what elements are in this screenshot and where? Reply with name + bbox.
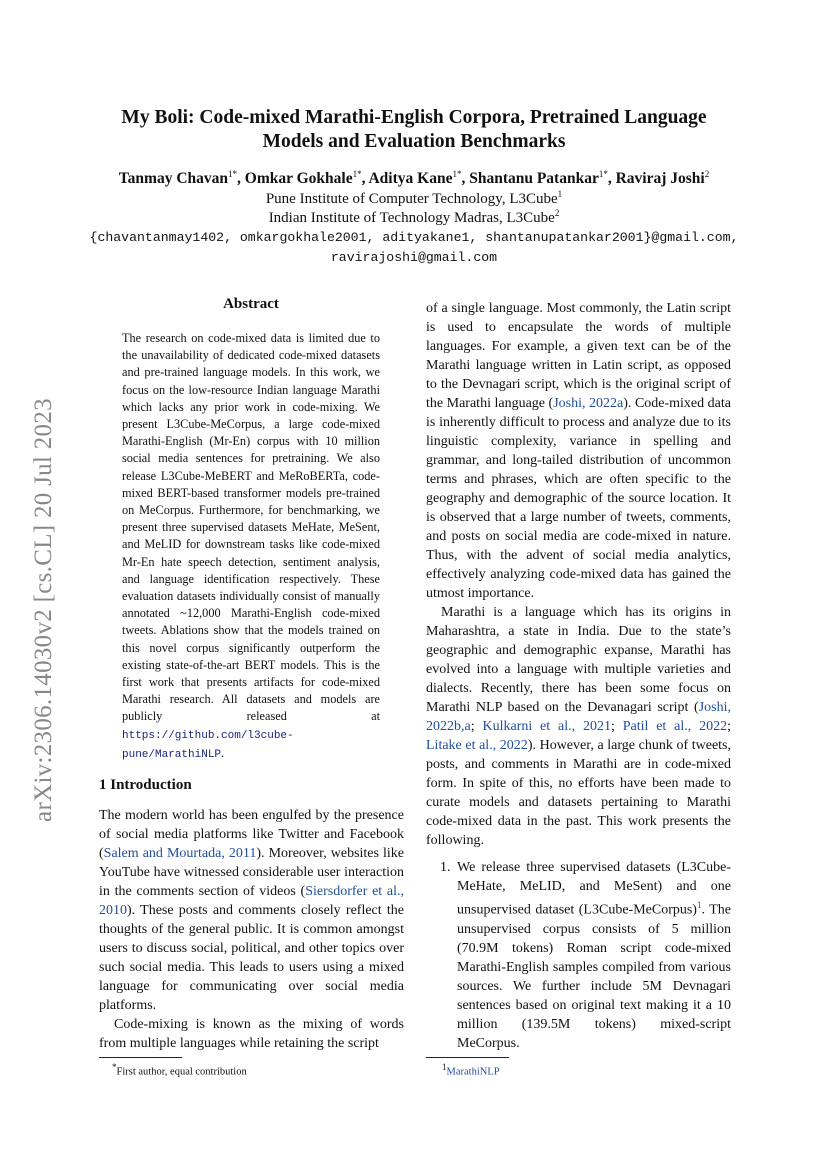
citation-link[interactable]: Litake et al., 2022	[426, 738, 528, 753]
emails-line-1: {chavantanmay1402, omkargokhale2001, adityakane1, shantanupatankar2001}@gmail.com,	[89, 230, 739, 245]
emails-line-2: ravirajoshi@gmail.com	[330, 250, 498, 265]
footnote-right: $^1$MarathiNLP	[442, 1062, 500, 1078]
citation-link[interactable]: Siersdorfer et al., 2010	[99, 884, 404, 918]
citation-link[interactable]: Joshi, 2022a	[553, 396, 624, 411]
right-column-text	[426, 299, 731, 850]
author: Tanmay Chavan$^{1*}$	[118, 169, 238, 188]
footnote-ref[interactable]: 1	[696, 900, 702, 910]
intro-paragraph-3: Marathi is a language which has its origins in Maharashtra, a state in India. Due to the state’s geographic and demographic expanse, Marathi has evolved into a language with multiple varieties and dialects. Recently, there has been some focus on Marathi NLP based on the Devanagari script (Joshi, 2022b,a; Kulkarni et al., 2021; Patil et al., 2022; Litake et al., 2022). However, a large chunk of tweets, posts, and comments in Marathi are in code-mixed form. In spite of this, no efforts have been made to curate models and datasets pertaining to Marathi code-mixed data in the past. This work presents the following.	[426, 605, 731, 848]
github-link[interactable]: https://github.com/l3cube-pune/MarathiNLP	[122, 729, 294, 761]
author: Shantanu Patankar$^{1*}$	[469, 169, 608, 188]
arxiv-stamp	[26, 375, 62, 845]
title-line-2: Models and Evaluation Benchmarks	[262, 131, 566, 152]
intro-paragraph-2-continued: of a single language. Most commonly, the Latin script is used to encapsulate the words of multiple languages. For example, a given text can be of the Marathi language written in Latin script, as opposed to the Devnagari script, which is the original script of the Marathi language (Joshi, 2022a). Code-mixed data is inherently difficult to process and analyze due to its linguistic complexity, variance in spelling and grammar, and long-tailed distribution of uncommon terms and phrases, which are often specific to the geography and demographic of the source location. It is observed that a large number of tweets, comments, and posts on social media are code-mixed in nature. Thus, with the advent of social media analytics, effectively analyzing code-mixed data has gained the utmost importance.	[426, 301, 731, 601]
intro-paragraph-2: Code-mixing is known as the mixing of words from multiple languages while retaining the script	[99, 1017, 404, 1051]
footnote-rule-left	[99, 1057, 182, 1058]
list-item-number: 1.	[440, 860, 451, 875]
abstract-heading: Abstract	[223, 296, 279, 312]
abstract-body: The research on code-mixed data is limited due to the unavailability of dedicated code-mixed datasets and pre-trained language models. In this work, we focus on the low-resource Indian language Marathi which lacks any prior work in code-mixing. We present L3Cube-MeCorpus, a large code-mixed Marathi-English (Mr-En) corpus with 10 million social media sentences for pretraining. We also release L3Cube-MeBERT and MeRoBERTa, code-mixed BERT-based transformer models pre-trained on MeCorpus. Furthermore, for benchmarking, we present three supervised datasets MeHate, MeSent, and MeLID for downstream tasks like code-mixed Mr-En hate speech detection, sentiment analysis, and language identification respectively. These evaluation datasets individually consist of manually annotated ~12,000 Marathi-English code-mixed tweets. Ablations show that the models trained on this novel corpus significantly outperform the existing state-of-the-art BERT models. This is the first work that presents artifacts for code-mixed Marathi research. All datasets and models are publicly released at https://github.com/l3cube-pune/MarathiNLP.	[122, 331, 380, 761]
author-emails	[60, 228, 768, 268]
author-list: Tanmay Chavan$^{1*}$, Omkar Gokhale$^{1*}$, Aditya Kane$^{1*}$, Shantanu Patankar$^{1*}$, Raviraj Joshi$^2$	[118, 169, 710, 188]
author: Omkar Gokhale$^{1*}$	[244, 169, 362, 188]
author: Aditya Kane$^{1*}$	[368, 169, 462, 188]
footnote-rule-right	[426, 1057, 509, 1058]
affiliation-2: Indian Institute of Technology Madras, L3Cube$^2$	[268, 208, 560, 226]
citation-link[interactable]: Patil et al., 2022	[622, 719, 728, 734]
citation-link[interactable]: Joshi, 2022b,a	[426, 700, 731, 734]
arxiv-stamp-text: arXiv:2306.14030v2 [cs.CL] 20 Jul 2023	[30, 398, 57, 822]
section-heading-introduction: 1 Introduction	[99, 777, 192, 793]
list-item: We release three supervised datasets (L3Cube-MeHate, MeLID, and MeSent) and one unsupervised dataset (L3Cube-MeCorpus)$^1$. The unsupervised corpus consists of 5 million (70.9M tokens) Roman script code-mixed Marathi-English samples compiled from various sources. We further include 5M Devnagari sentences based on original text making it a 10 million (139.5M tokens) mixed-script MeCorpus.	[457, 860, 731, 1051]
intro-paragraph-1: The modern world has been engulfed by the presence of social media platforms like Twitter and Facebook (Salem and Mourtada, 2011). Moreover, websites like YouTube have witnessed considerable user interaction in the comments section of videos (Siersdorfer et al., 2010). These posts and comments closely reflect the thoughts of the general public. It is common amongst users to discuss social, political, and other topics over such social media. This leads to users using a mixed language for communicating over social media platforms.	[99, 808, 404, 1013]
footnote-left: *First author, equal contribution	[112, 1062, 247, 1078]
left-column-text	[99, 806, 404, 1053]
title-line-1: My Boli: Code-mixed Marathi-English Corpora, Pretrained Language	[121, 107, 707, 128]
contribution-list	[440, 858, 731, 1053]
affiliation-1: Pune Institute of Computer Technology, L3Cube$^1$	[265, 189, 563, 207]
marathinlp-link[interactable]: MarathiNLP	[446, 1066, 500, 1078]
citation-link[interactable]: Salem and Mourtada, 2011	[103, 846, 257, 861]
paper-title	[100, 106, 728, 154]
abstract-text: The research on code-mixed data is limited due to the unavailability of dedicated code-mixed datasets and pre-trained language models. In this work, we focus on the low-resource Indian language Marathi which lacks any prior work in code-mixing. We present L3Cube-MeCorpus, a large code-mixed Marathi-English (Mr-En) corpus with 10 million social media sentences for pretraining. We also release L3Cube-MeBERT and MeRoBERTa, code-mixed BERT-based transformer models pre-trained on MeCorpus. Furthermore, for benchmarking, we present three supervised datasets MeHate, MeSent, and MeLID for downstream tasks like code-mixed Mr-En hate speech detection, sentiment analysis, and language identification respectively. These evaluation datasets individually consist of manually annotated ~12,000 Marathi-English code-mixed tweets. Ablations show that the models trained on this novel corpus significantly outperform the existing state-of-the-art BERT models. This is the first work that presents artifacts for code-mixed Marathi research. All datasets and models are publicly released at	[122, 331, 380, 724]
author: Raviraj Joshi$^2$	[615, 169, 710, 188]
citation-link[interactable]: Kulkarni et al., 2021	[482, 719, 611, 734]
